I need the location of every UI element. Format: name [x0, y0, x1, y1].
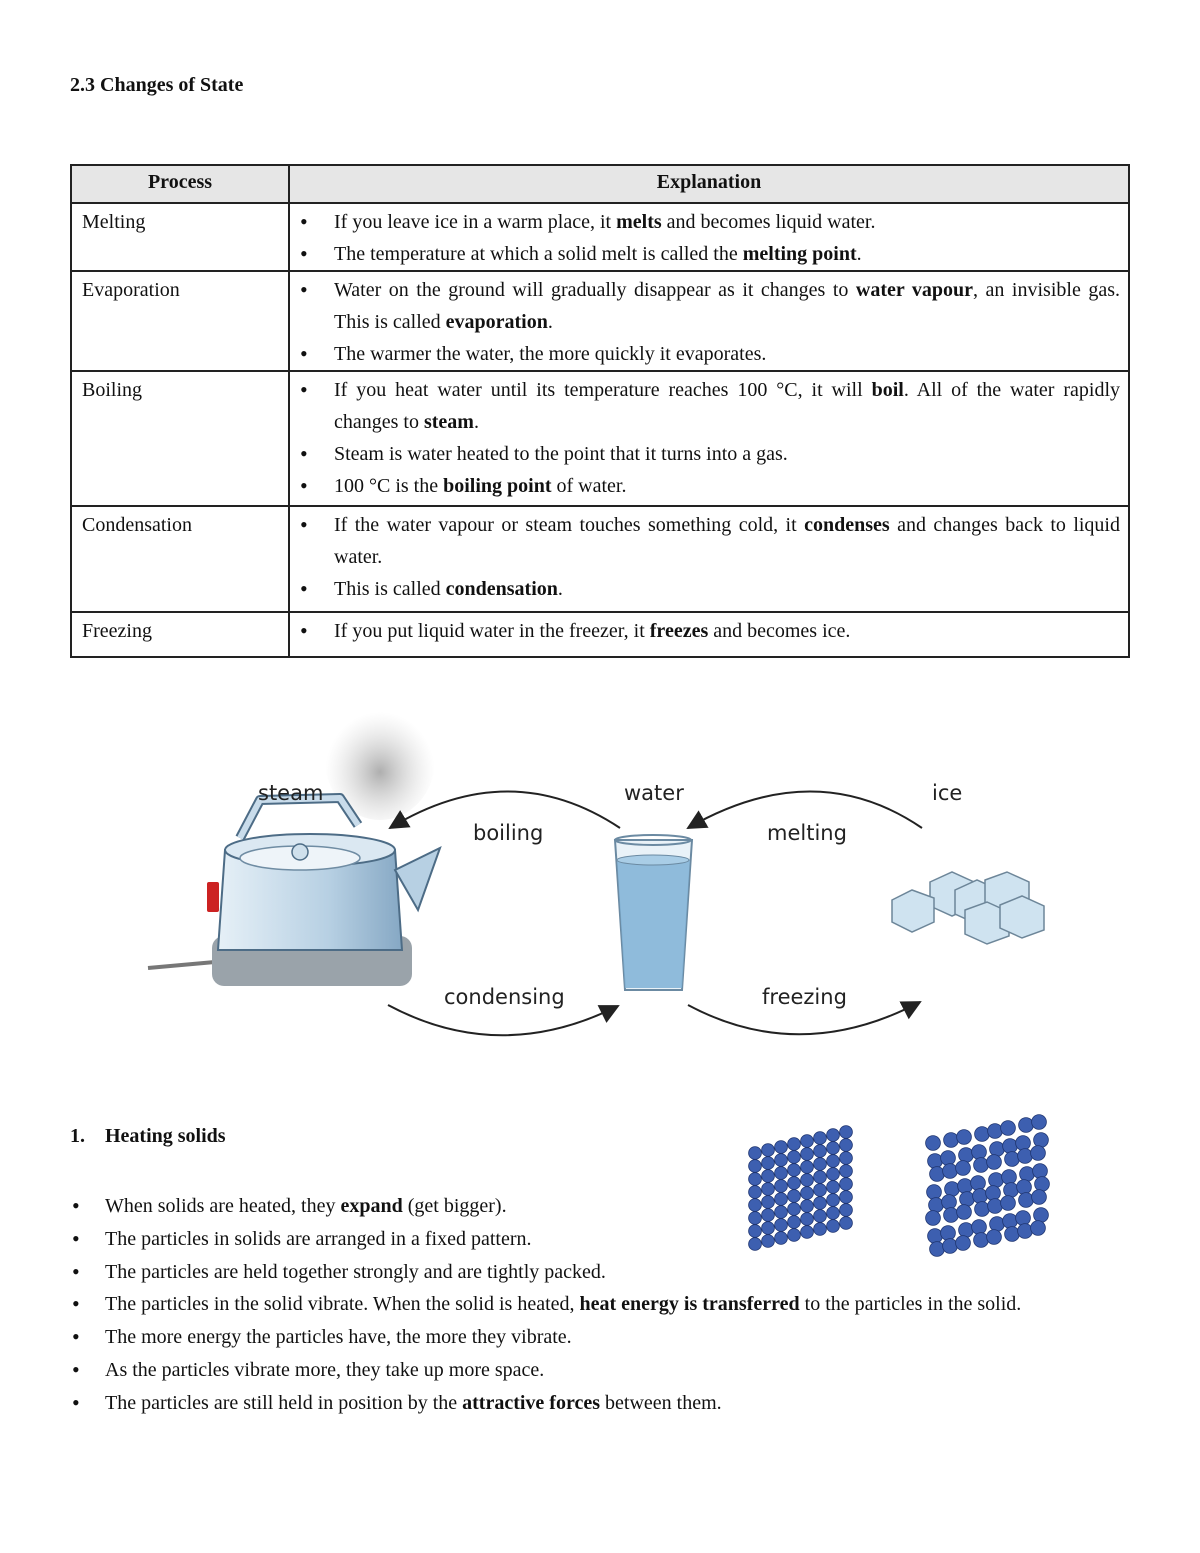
list-item: • The particles in solids are arranged in a fixed pattern.: [70, 1223, 1140, 1256]
list-item: • The more energy the particles have, the more they vibrate.: [70, 1321, 1140, 1354]
process-cell: Evaporation: [71, 271, 289, 371]
particle: [814, 1171, 827, 1184]
process-cell: Freezing: [71, 612, 289, 657]
explanation-cell: [289, 612, 1129, 657]
particle: [990, 1142, 1005, 1157]
explanation-cell: [289, 506, 1129, 612]
particle: [775, 1167, 788, 1180]
particle: [749, 1147, 762, 1160]
section-heading-text: Heating solids: [105, 1125, 226, 1147]
explanation-cell: [289, 371, 1129, 506]
header-process: Process: [71, 165, 289, 203]
ice-cubes-illustration: [892, 872, 1044, 944]
explanation-point: • If you heat water until its temperature reaches 100 °C, it will boil. All of the water rapidly changes to steam.: [290, 374, 1120, 438]
particle: [957, 1130, 972, 1145]
particle: [971, 1176, 986, 1191]
explanation-point: • If you leave ice in a warm place, it melts and becomes liquid water.: [290, 206, 1120, 238]
particle: [801, 1174, 814, 1187]
header-explanation: Explanation: [289, 165, 1129, 203]
particle: [788, 1138, 801, 1151]
particle: [959, 1148, 974, 1163]
particle: [840, 1178, 853, 1191]
particle: [840, 1165, 853, 1178]
changes-of-state-table: [70, 164, 1130, 658]
particle: [814, 1158, 827, 1171]
particle: [1034, 1133, 1049, 1148]
particle: [944, 1133, 959, 1148]
list-item: • The particles are held together strongly and are tightly packed.: [70, 1256, 1140, 1289]
table-body: [71, 203, 1129, 657]
label-water: water: [624, 781, 684, 805]
heating-solids-list: [70, 1190, 1140, 1420]
particle: [974, 1158, 989, 1173]
particle: [775, 1141, 788, 1154]
explanation-point: • If you put liquid water in the freezer, it freezes and becomes ice.: [290, 615, 1120, 647]
state-change-diagram: [140, 700, 1060, 1050]
process-cell: Melting: [71, 203, 289, 271]
particle: [1005, 1152, 1020, 1167]
page-title: 2.3 Changes of State: [70, 74, 244, 96]
particle: [928, 1154, 943, 1169]
label-ice: ice: [932, 781, 963, 805]
particle: [989, 1173, 1004, 1188]
explanation-point: • Water on the ground will gradually disappear as it changes to water vapour, an invisible gas. This is called evaporation.: [290, 274, 1120, 338]
explanation-point: • This is called condensation.: [290, 573, 1120, 605]
table-header-row: [71, 165, 1129, 203]
particle: [972, 1145, 987, 1160]
explanation-cell: [289, 203, 1129, 271]
particle: [762, 1157, 775, 1170]
label-steam: steam: [258, 781, 324, 805]
water-glass-illustration: [615, 835, 692, 990]
particle: [814, 1145, 827, 1158]
table-row: [71, 371, 1129, 506]
label-boiling: boiling: [473, 821, 544, 845]
list-item: • As the particles vibrate more, they take up more space.: [70, 1354, 1140, 1387]
particle: [827, 1142, 840, 1155]
particle: [975, 1127, 990, 1142]
particle: [1031, 1146, 1046, 1161]
table-row: [71, 271, 1129, 371]
particle: [749, 1160, 762, 1173]
particle: [941, 1151, 956, 1166]
table-row: [71, 506, 1129, 612]
particle: [775, 1154, 788, 1167]
table-row: [71, 612, 1129, 657]
particle: [1002, 1170, 1017, 1185]
particle: [943, 1164, 958, 1179]
list-item: • When solids are heated, they expand (get bigger).: [70, 1190, 1140, 1223]
explanation-cell: [289, 271, 1129, 371]
list-item: • The particles are still held in position by the attractive forces between them.: [70, 1387, 1140, 1420]
particle: [987, 1155, 1002, 1170]
particle: [814, 1132, 827, 1145]
list-item: • The particles in the solid vibrate. When the solid is heated, heat energy is transferred to the particles in the solid.: [70, 1288, 1140, 1321]
process-cell: Boiling: [71, 371, 289, 506]
table-row: [71, 203, 1129, 271]
particle: [788, 1177, 801, 1190]
particle: [827, 1155, 840, 1168]
explanation-point: • The temperature at which a solid melt is called the melting point.: [290, 238, 1120, 270]
particle: [788, 1164, 801, 1177]
particle: [801, 1161, 814, 1174]
particle: [988, 1124, 1003, 1139]
particle: [1001, 1121, 1016, 1136]
particle: [788, 1151, 801, 1164]
particle: [827, 1129, 840, 1142]
particle: [840, 1126, 853, 1139]
section-heading: [70, 1125, 226, 1148]
particle: [840, 1152, 853, 1165]
condensing-arrow: [388, 1005, 618, 1035]
explanation-point: • 100 °C is the boiling point of water.: [290, 470, 1120, 502]
particle: [827, 1168, 840, 1181]
kettle-illustration: [148, 798, 440, 986]
label-freezing: freezing: [762, 985, 847, 1009]
particle: [1016, 1136, 1031, 1151]
section-number: 1.: [70, 1125, 85, 1147]
particle: [801, 1135, 814, 1148]
process-cell: Condensation: [71, 506, 289, 612]
label-condensing: condensing: [444, 985, 565, 1009]
explanation-point: • The warmer the water, the more quickly it evaporates.: [290, 338, 1120, 370]
particle: [1033, 1164, 1048, 1179]
explanation-point: • Steam is water heated to the point that it turns into a gas.: [290, 438, 1120, 470]
particle: [1018, 1149, 1033, 1164]
particle: [1032, 1115, 1047, 1130]
label-melting: melting: [767, 821, 847, 845]
explanation-point: • If the water vapour or steam touches something cold, it condenses and changes back to liquid water.: [290, 509, 1120, 573]
particle: [801, 1148, 814, 1161]
particle: [840, 1139, 853, 1152]
kettle-switch: [207, 882, 219, 912]
particle: [762, 1144, 775, 1157]
particle: [762, 1170, 775, 1183]
particle: [926, 1136, 941, 1151]
particle: [930, 1167, 945, 1182]
particle: [749, 1173, 762, 1186]
particle: [956, 1161, 971, 1176]
particle: [1003, 1139, 1018, 1154]
particle: [1019, 1118, 1034, 1133]
particle: [1020, 1167, 1035, 1182]
